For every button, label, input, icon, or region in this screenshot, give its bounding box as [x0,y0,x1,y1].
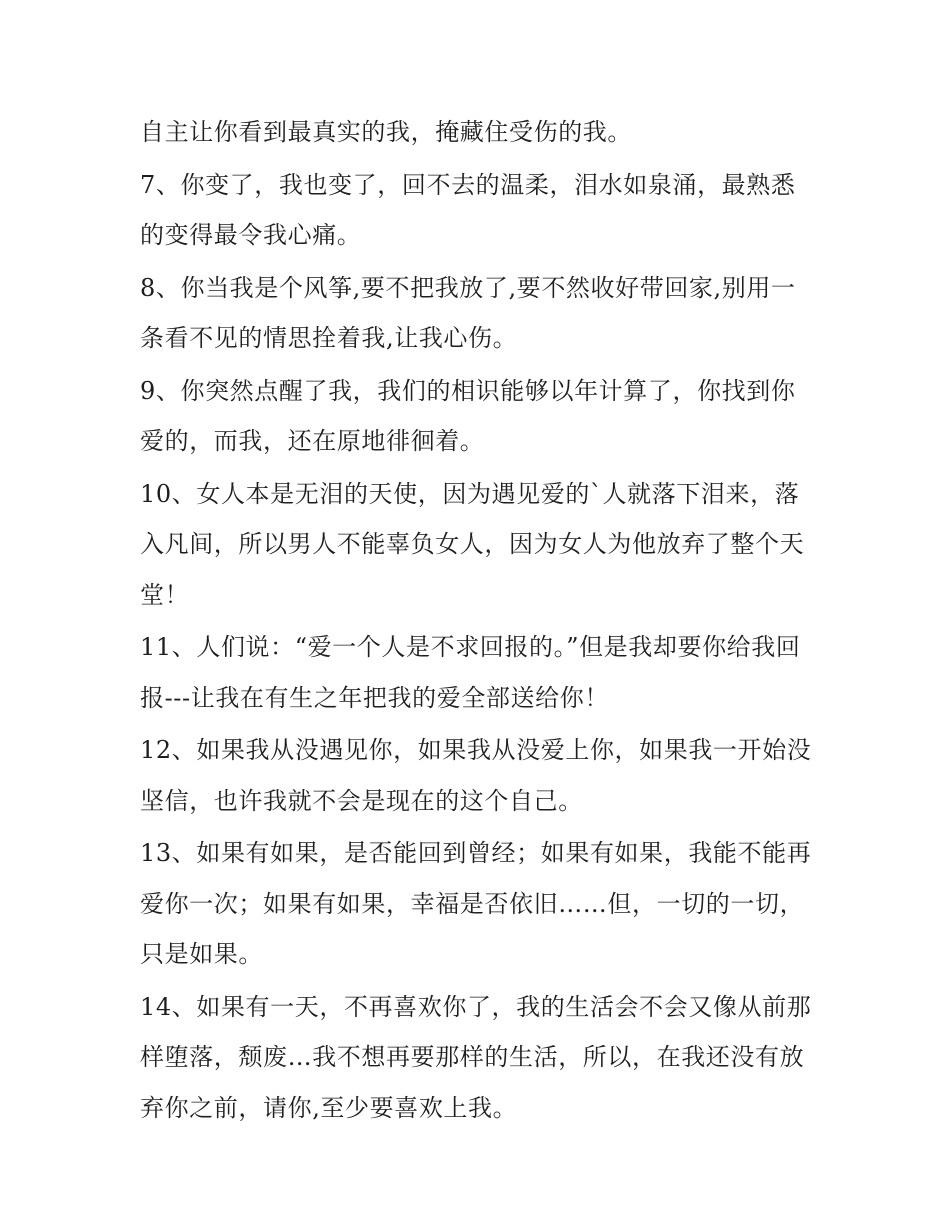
paragraph-13 [140,828,820,980]
text-line: 只是如果。 [140,940,263,968]
paragraph-14 [140,982,820,1134]
paragraph-7 [140,160,820,261]
paragraph-8 [140,263,820,364]
text-line: 11、人们说：“爱一个人是不求回报的。”但是我却要你给我回 [140,633,801,661]
text-line: 8、你当我是个风筝,要不把我放了,要不然收好带回家,别用一 [140,273,796,302]
text-line: 9、你突然点醒了我，我们的相识能够以年计算了，你找到你 [140,376,796,405]
paragraph-9 [140,366,820,467]
text-line: 10、女人本是无泪的天使，因为遇见爱的`人就落下泪来，落 [140,479,800,508]
text-line: 13、如果有如果，是否能回到曾经；如果有如果，我能不能再 [140,839,812,867]
text-line: 样堕落，颓废…我不想再要那样的生活，所以，在我还没有放 [140,1043,805,1071]
text-line: 的变得最令我心痛。 [140,221,362,249]
text-line: 14、如果有一天，不再喜欢你了，我的生活会不会又像从前那 [140,992,812,1021]
text-line: 报---让我在有生之年把我的爱全部送给你！ [140,683,609,712]
text-line: 堂！ [140,580,190,609]
text-line: 爱你一次；如果有如果，幸福是否依旧……但，一切的一切， [140,889,805,918]
text-line: 爱的，而我，还在原地徘徊着。 [140,427,485,455]
paragraph-11 [140,622,820,723]
text-line: 7、你变了，我也变了，回不去的温柔，泪水如泉涌，最熟悉 [140,170,796,199]
paragraph-10 [140,469,820,621]
document-body [140,107,820,1135]
text-line: 入凡间，所以男人不能辜负女人，因为女人为他放弃了整个天 [140,530,805,558]
text-line: 坚信，也许我就不会是现在的这个自己。 [140,786,583,815]
text-line: 弃你之前，请你,至少要喜欢上我。 [140,1093,518,1122]
text-line: 条看不见的情思拴着我,让我心伤。 [140,324,518,352]
text-line: 自主让你看到最真实的我，掩藏住受伤的我。 [140,118,632,146]
paragraph-12 [140,725,820,826]
text-line: 12、如果我从没遇见你，如果我从没爱上你，如果我一开始没 [140,736,812,764]
paragraph-continuation [140,107,820,158]
